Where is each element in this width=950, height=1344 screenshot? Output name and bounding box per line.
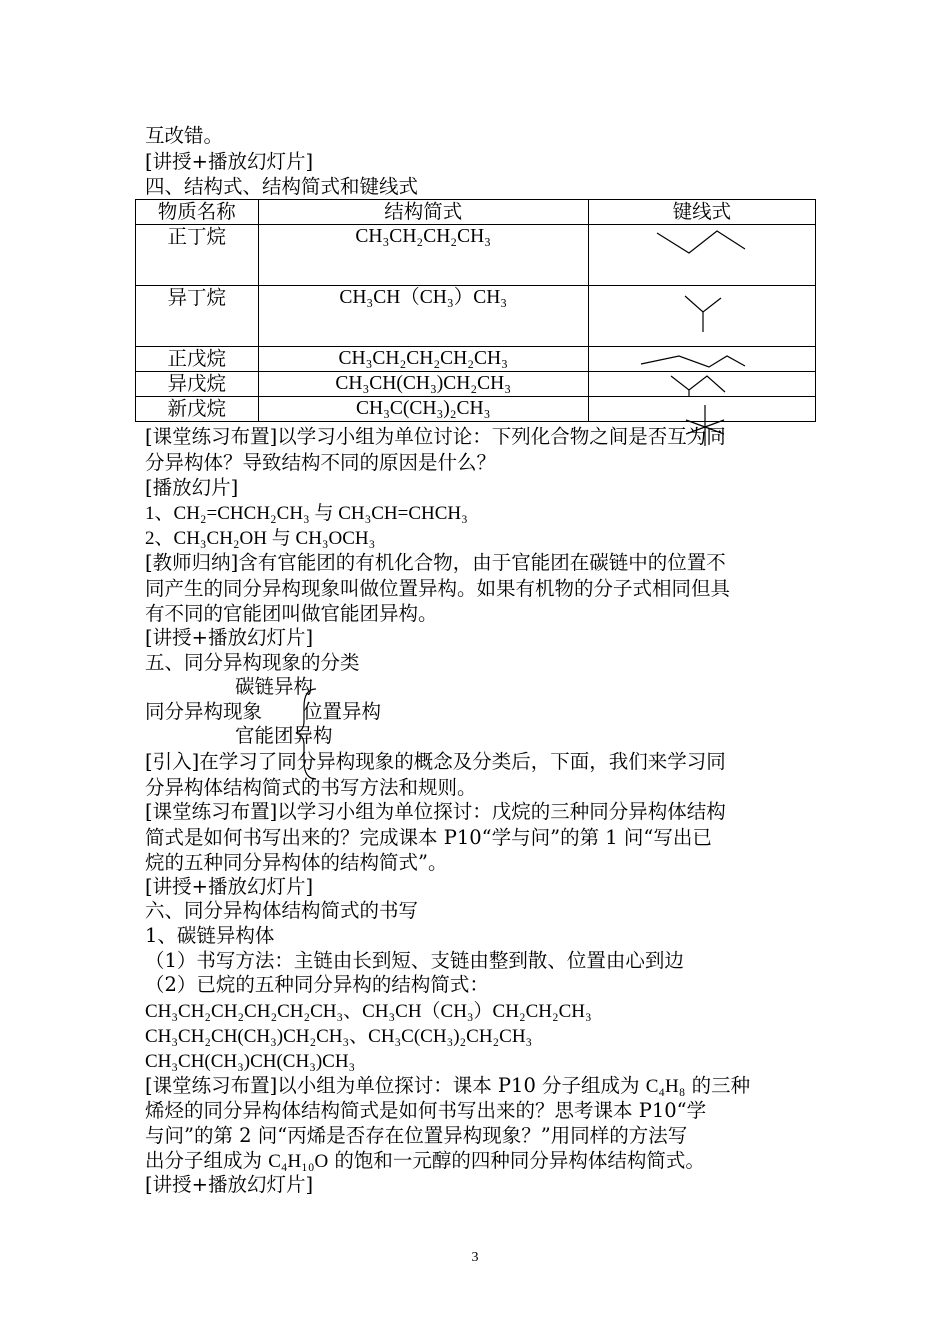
condensed-formula: CH₃CH(CH₃)CH₂CH₃: [258, 372, 588, 397]
classification-item: 官能团异构: [235, 724, 333, 747]
text-line: [教师归纳]含有官能团的有机化合物，由于官能团在碳链中的位置不: [145, 551, 726, 574]
text-line: [课堂练习布置]以小组为单位探讨：课本 P10 分子组成为 C₄H₈ 的三种: [145, 1074, 751, 1097]
compound-name: 新戊烷: [136, 397, 259, 422]
text-line: 互改错。: [145, 124, 224, 147]
text-line: 2、CH₃CH₂OH 与 CH₃OCH₃: [145, 528, 376, 549]
text-line: [讲授+播放幻灯片]: [145, 875, 314, 898]
text-line: 简式是如何书写出来的？完成课本 P10“学与问”的第 1 问“写出已: [145, 826, 712, 849]
text-line: [课堂练习布置]以学习小组为单位讨论：下列化合物之间是否互为同: [145, 425, 726, 448]
compound-name: 正戊烷: [136, 347, 259, 372]
classification-item: 碳链异构: [235, 675, 314, 698]
text-line: （2）已烷的五种同分异构的结构简式：: [145, 973, 489, 996]
compound-name: 异戊烷: [136, 372, 259, 397]
compound-name: 异丁烷: [136, 286, 259, 347]
section-heading: 四、结构式、结构简式和键线式: [145, 175, 419, 198]
text-line: [播放幻片]: [145, 476, 239, 499]
text-line: 1、碳链异构体: [145, 924, 275, 947]
formula-line: CH₃CH(CH₃)CH(CH₃)CH₃: [145, 1051, 356, 1072]
text-line: 烷的五种同分异构体的结构简式”。: [145, 851, 448, 874]
text-line: 有不同的官能团叫做官能团异构。: [145, 602, 438, 625]
condensed-formula: CH₃CH₂CH₂CH₂CH₃: [258, 347, 588, 372]
text-line: 出分子组成为 C₄H₁₀O 的饱和一元醇的四种同分异构体结构简式。: [145, 1149, 705, 1172]
table-header: 键线式: [588, 200, 815, 225]
formula-line: CH₃CH₂CH₂CH₂CH₂CH₃、CH₃CH（CH₃）CH₂CH₂CH₃: [145, 1001, 592, 1022]
text-line: 分异构体结构简式的书写方法和规则。: [145, 776, 477, 799]
text-line: [引入]在学习了同分异构现象的概念及分类后，下面，我们来学习同: [145, 750, 726, 773]
text-line: 与问”的第 2 问“丙烯是否存在位置异构现象？”用同样的方法写: [145, 1124, 688, 1147]
text-line: [课堂练习布置]以学习小组为单位探讨：戊烷的三种同分异构体结构: [145, 800, 726, 823]
compound-name: 正丁烷: [136, 225, 259, 286]
text-line: [讲授+播放幻灯片]: [145, 626, 314, 649]
classification-root: 同分异构现象: [145, 700, 263, 723]
section-heading: 六、同分异构体结构简式的书写: [145, 899, 419, 922]
condensed-formula: CH₃CH（CH₃）CH₃: [258, 286, 588, 347]
page-number: 3: [471, 1250, 479, 1265]
condensed-formula: CH₃C(CH₃)₂CH₃: [258, 397, 588, 422]
text-line: 分异构体？导致结构不同的原因是什么？: [145, 451, 497, 474]
text-line: [讲授+播放幻灯片]: [145, 1173, 314, 1196]
text-line: 烯烃的同分异构体结构简式是如何书写出来的？思考课本 P10“学: [145, 1099, 707, 1122]
text-line: 同产生的同分异构现象叫做位置异构。如果有机物的分子式相同但具: [145, 577, 731, 600]
table-header: 结构简式: [258, 200, 588, 225]
text-line: （1）书写方法：主链由长到短、支链由整到散、位置由心到边: [145, 949, 684, 972]
formula-line: CH₃CH₂CH(CH₃)CH₂CH₃、CH₃C(CH₃)₂CH₂CH₃: [145, 1026, 533, 1047]
classification-item: 位置异构: [303, 700, 382, 723]
table-header: 物质名称: [136, 200, 259, 225]
text-line: 1、CH₂=CHCH₂CH₃ 与 CH₃CH=CHCH₃: [145, 503, 468, 524]
section-heading: 五、同分异构现象的分类: [145, 651, 360, 674]
text-line: [讲授+播放幻灯片]: [145, 150, 314, 173]
condensed-formula: CH₃CH₂CH₂CH₃: [258, 225, 588, 286]
